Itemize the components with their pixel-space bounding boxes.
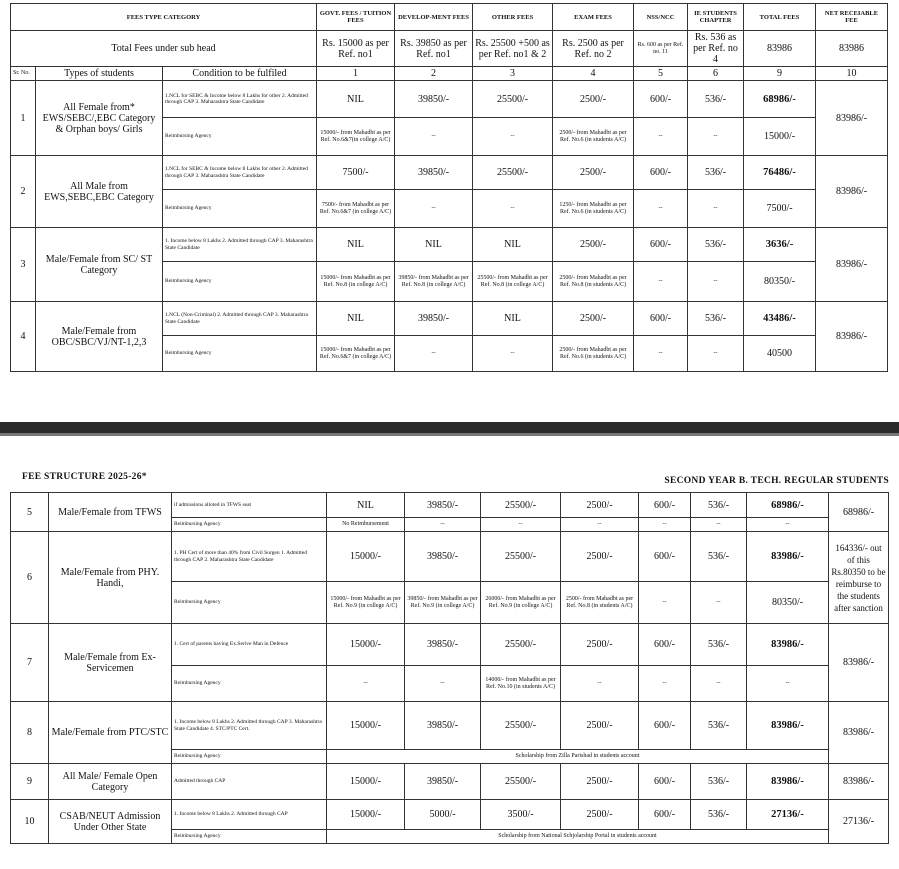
cell-govt: 7500/- — [317, 156, 395, 190]
subhead-row — [11, 31, 888, 67]
col-number: 10 — [816, 67, 888, 81]
cell-dev: 39850/- — [405, 702, 481, 750]
cell-govt: 15000/- from Mahadbt as per Ref. No.8 (in college A/C) — [317, 262, 395, 302]
subhead-net: 83986 — [816, 31, 888, 67]
col-number: 9 — [744, 67, 816, 81]
col-sr-label: Sr. No. — [11, 67, 36, 81]
cell-nss: 600/- — [639, 702, 691, 750]
table-row — [11, 764, 889, 800]
cell-other: 25500/- — [481, 624, 561, 666]
cell-nss: -- — [634, 336, 688, 372]
cell-exam: 2500/- — [561, 532, 639, 582]
table-row — [11, 800, 889, 830]
row-condition: Reimbursing Agency — [163, 118, 317, 156]
cell-exam: 2500/- — [553, 156, 634, 190]
row-condition: Reimbursing Agency — [163, 190, 317, 228]
cell-ie: 536/- — [688, 228, 744, 262]
subhead-other: Rs. 25500 +500 as per Ref. no1 & 2 — [473, 31, 553, 67]
cell-ie: -- — [688, 190, 744, 228]
cell-exam: 2500/- — [553, 228, 634, 262]
header-development-fees: DEVELOP-MENT FEES — [395, 4, 473, 31]
cell-dev: -- — [395, 118, 473, 156]
row-condition: 1. Income below 8 Lakhs 2. Admitted through CAP 3. Maharashtra State Candidate 4. STC/PTC Cert. — [172, 702, 327, 750]
row-student-type: CSAB/NEUT Admission Under Other State — [49, 800, 172, 844]
table-row — [11, 156, 888, 190]
row-sr: 6 — [11, 532, 49, 624]
cell-total: -- — [747, 518, 829, 532]
cell-exam: 2500/- — [553, 81, 634, 118]
row-sr: 7 — [11, 624, 49, 702]
cell-total: 27136/- — [747, 800, 829, 830]
subhead-dev: Rs. 39850 as per Ref. no1 — [395, 31, 473, 67]
cell-dev: 39850/- — [405, 532, 481, 582]
cell-dev: 39850/- from Mahadbt as per Ref. No.9 (in college A/C) — [405, 582, 481, 624]
header-ie-chapter: IE STUDENTS CHAPTER — [688, 4, 744, 31]
cell-exam: 2500/- — [561, 800, 639, 830]
cell-other: 25500/- — [473, 156, 553, 190]
row-sr: 3 — [11, 228, 36, 302]
cell-nss: -- — [639, 518, 691, 532]
col-number: 3 — [473, 67, 553, 81]
cell-dev: 39850/- from Mahadbt as per Ref. No.8 (in college A/C) — [395, 262, 473, 302]
cell-ie: -- — [688, 336, 744, 372]
row-condition: Reimbursing Agency — [172, 830, 327, 844]
cell-total: 80350/- — [747, 582, 829, 624]
cell-net: 164336/- out of this Rs.80350 to be reimburse to the students after sanction — [829, 532, 889, 624]
cell-ie: -- — [691, 666, 747, 702]
cell-exam: -- — [561, 518, 639, 532]
row-condition: Admitted through CAP — [172, 764, 327, 800]
row-condition: Reimbursing Agency — [163, 336, 317, 372]
cell-govt: -- — [327, 666, 405, 702]
subhead-ie: Rs. 536 as per Ref. no 4 — [688, 31, 744, 67]
col-condition-label: Condition to be fulfiled — [163, 67, 317, 81]
col-number: 4 — [553, 67, 634, 81]
table-row — [11, 624, 889, 666]
row-condition: 1. Income below 8 Lakhs 2. Admitted through CAP — [172, 800, 327, 830]
row-student-type: Male/Female from PHY. Handi, — [49, 532, 172, 624]
cell-govt: 15000/- from Mahadbt as per Ref. No.6&7(in college A/C) — [317, 118, 395, 156]
cell-dev: 39850/- — [395, 81, 473, 118]
row-condition: if admissions alloted in TFWS seat — [172, 493, 327, 518]
cell-exam: 2500/- — [561, 702, 639, 750]
fee-structure-title: FEE STRUCTURE 2025-26* — [22, 472, 147, 482]
cell-other: 25500/- — [473, 81, 553, 118]
scholarship-note: Scholarship from Zilla Parishad in students account — [327, 750, 829, 764]
cell-govt: 15000/- — [327, 764, 405, 800]
cell-net: 83986/- — [816, 302, 888, 372]
cell-dev: 39850/- — [405, 764, 481, 800]
cell-govt: No Reimbursement — [327, 518, 405, 532]
cell-nss: 600/- — [639, 800, 691, 830]
row-sr: 5 — [11, 493, 49, 532]
cell-nss: 600/- — [639, 532, 691, 582]
col-number: 1 — [317, 67, 395, 81]
cell-total: -- — [747, 666, 829, 702]
subhead-total: 83986 — [744, 31, 816, 67]
row-condition: Reimbursing Agency — [163, 262, 317, 302]
table-row — [11, 532, 889, 582]
cell-other: -- — [473, 190, 553, 228]
cell-nss: 600/- — [639, 624, 691, 666]
cell-exam: 2500/- from Mahadbt as per Ref. No.8 (in students A/C) — [561, 582, 639, 624]
cell-ie: 536/- — [691, 800, 747, 830]
cell-total: 68986/- — [747, 493, 829, 518]
cell-other: 3500/- — [481, 800, 561, 830]
cell-total: 40500 — [744, 336, 816, 372]
row-student-type: Male/Female from Ex-Servicemen — [49, 624, 172, 702]
row-student-type: All Male/ Female Open Category — [49, 764, 172, 800]
cell-total: 80350/- — [744, 262, 816, 302]
row-student-type: Male/Female from SC/ ST Category — [36, 228, 163, 302]
cell-net: 83986/- — [816, 81, 888, 156]
cell-total: 43486/- — [744, 302, 816, 336]
cell-other: 25500/- from Mahadbt as per Ref. No.8 (in college A/C) — [473, 262, 553, 302]
cell-net: 68986/- — [829, 493, 889, 532]
cell-ie: 536/- — [691, 764, 747, 800]
row-condition: 1. Cert of parents having Ex.Serive Man in Defence — [172, 624, 327, 666]
header-exam-fees: EXAM FEES — [553, 4, 634, 31]
cell-ie: 536/- — [688, 156, 744, 190]
row-condition: 1. Income below 8 Lakhs 2. Admitted through CAP 3. Maharashtra State Candidate — [163, 228, 317, 262]
row-sr: 2 — [11, 156, 36, 228]
header-nss-ncc: NSS/NCC — [634, 4, 688, 31]
cell-ie: -- — [691, 518, 747, 532]
cell-govt: 15000/- from Mahadbt as per Ref. No.9 (in college A/C) — [327, 582, 405, 624]
cell-govt: 7500/- from Mahadbt as per Ref. No.6&7 (in college A/C) — [317, 190, 395, 228]
header-net-receivable: NET RECEIABLE FEE — [816, 4, 888, 31]
cell-other: -- — [473, 336, 553, 372]
cell-total: 7500/- — [744, 190, 816, 228]
cell-ie: -- — [688, 262, 744, 302]
cell-exam: 2500/- from Mahadbt as per Ref. No.8 (in students A/C) — [553, 262, 634, 302]
header-category: FEES TYPE CATEGORY — [11, 4, 317, 31]
cell-nss: 600/- — [639, 493, 691, 518]
col-number: 5 — [634, 67, 688, 81]
cell-govt: 15000/- — [327, 800, 405, 830]
cell-other: -- — [473, 118, 553, 156]
row-condition: Reimbursing Agency — [172, 518, 327, 532]
cell-nss: -- — [634, 262, 688, 302]
cell-total: 76486/- — [744, 156, 816, 190]
cell-nss: 600/- — [634, 81, 688, 118]
cell-other: 25500/- — [481, 702, 561, 750]
cell-govt: 15000/- — [327, 532, 405, 582]
cell-other: -- — [481, 518, 561, 532]
cell-other: 25500/- — [481, 493, 561, 518]
page-divider-shadow — [0, 433, 899, 436]
scholarship-note: Scholarship from National Schjolarship Portal in students account — [327, 830, 829, 844]
cell-dev: 39850/- — [405, 624, 481, 666]
table-row — [11, 493, 889, 518]
header-other-fees: OTHER FEES — [473, 4, 553, 31]
row-condition: Reimbursing Agency — [172, 666, 327, 702]
subhead-nss: Rs. 600 as per Ref. no. 11 — [634, 31, 688, 67]
cell-net: 83986/- — [829, 702, 889, 764]
row-student-type: Male/Female from OBC/SBC/VJ/NT-1,2,3 — [36, 302, 163, 372]
cell-govt: 15000/- from Mahadbt as per Ref. No.6&7 (in college A/C) — [317, 336, 395, 372]
subhead-exam: Rs. 2500 as per Ref. no 2 — [553, 31, 634, 67]
header-total-fees: TOTAL FEES — [744, 4, 816, 31]
cell-other: 25500/- — [481, 764, 561, 800]
cell-dev: 5000/- — [405, 800, 481, 830]
cell-dev: -- — [405, 666, 481, 702]
cell-nss: 600/- — [639, 764, 691, 800]
cell-ie: 536/- — [691, 493, 747, 518]
cell-nss: -- — [634, 190, 688, 228]
cell-other: 25500/- — [481, 532, 561, 582]
cell-total: 3636/- — [744, 228, 816, 262]
cell-nss: 600/- — [634, 302, 688, 336]
table-row — [11, 702, 889, 750]
header-row — [11, 4, 888, 31]
cell-dev: -- — [395, 336, 473, 372]
row-student-type: All Female from* EWS/SEBC/,EBC Category & Orphan boys/ Girls — [36, 81, 163, 156]
row-sr: 4 — [11, 302, 36, 372]
col-number: 2 — [395, 67, 473, 81]
cell-dev: NIL — [395, 228, 473, 262]
row-sr: 8 — [11, 702, 49, 764]
cell-nss: -- — [634, 118, 688, 156]
cell-exam: 2500/- — [561, 624, 639, 666]
cell-ie: -- — [691, 582, 747, 624]
cell-govt: NIL — [327, 493, 405, 518]
cell-other: NIL — [473, 302, 553, 336]
col-type-label: Types of students — [36, 67, 163, 81]
cell-exam: 2500/- from Mahadbt as per Ref. No.6 (in students A/C) — [553, 118, 634, 156]
subhead-label: Total Fees under sub head — [11, 31, 317, 67]
cell-ie: 536/- — [691, 624, 747, 666]
cell-exam: -- — [561, 666, 639, 702]
column-number-row — [11, 67, 888, 81]
bottom-fee-table — [10, 492, 889, 844]
row-student-type: Male/Female from PTC/STC — [49, 702, 172, 764]
cell-govt: NIL — [317, 228, 395, 262]
row-sr: 10 — [11, 800, 49, 844]
cell-govt: NIL — [317, 302, 395, 336]
row-condition: 1. PH Cert of more than 40% from Civil Surgen 1. Admitted through CAP 2. Maharashtra State Candidate — [172, 532, 327, 582]
row-condition: 1.NCL for SEBC & Income below 8 Lakhs for other 2. Admitted through CAP 3. Maharashtra State Candidate — [163, 156, 317, 190]
row-condition: Reimbursing Agency — [172, 582, 327, 624]
col-number: 6 — [688, 67, 744, 81]
row-condition: 1.NCL (Non-Criminal) 2. Admitted through CAP 3. Maharashtra State Candidate — [163, 302, 317, 336]
top-fee-table — [10, 3, 888, 372]
cell-ie: 536/- — [691, 532, 747, 582]
cell-other: 14000/- from Mahadbt as per Ref. No.10 (in students A/C) — [481, 666, 561, 702]
subhead-govt: Rs. 15000 as per Ref. no1 — [317, 31, 395, 67]
table-row — [11, 228, 888, 262]
cell-net: 83986/- — [829, 764, 889, 800]
cell-exam: 2500/- — [553, 302, 634, 336]
cell-total: 15000/- — [744, 118, 816, 156]
row-sr: 9 — [11, 764, 49, 800]
cell-total: 83986/- — [747, 764, 829, 800]
cell-ie: 536/- — [688, 81, 744, 118]
cell-nss: 600/- — [634, 228, 688, 262]
cell-total: 68986/- — [744, 81, 816, 118]
cell-govt: 15000/- — [327, 702, 405, 750]
cell-other: NIL — [473, 228, 553, 262]
cell-govt: 15000/- — [327, 624, 405, 666]
cell-exam: 2500/- from Mahadbt as per Ref. No.6 (in students A/C) — [553, 336, 634, 372]
row-student-type: All Male from EWS,SEBC,EBC Category — [36, 156, 163, 228]
cell-dev: -- — [405, 518, 481, 532]
cell-dev: 39850/- — [395, 302, 473, 336]
cell-exam: 2500/- — [561, 764, 639, 800]
second-year-title: SECOND YEAR B. TECH. REGULAR STUDENTS — [664, 476, 889, 486]
cell-net: 83986/- — [816, 156, 888, 228]
table-row — [11, 81, 888, 118]
header-govt-fees: GOVT. FEES / TUITION FEES — [317, 4, 395, 31]
cell-total: 83986/- — [747, 532, 829, 582]
cell-ie: 536/- — [691, 702, 747, 750]
row-condition: Reimbursing Agency — [172, 750, 327, 764]
row-student-type: Male/Female from TFWS — [49, 493, 172, 532]
cell-govt: NIL — [317, 81, 395, 118]
cell-exam: 1250/- from Mahadbt as per Ref. No.6 (in students A/C) — [553, 190, 634, 228]
cell-dev: 39850/- — [405, 493, 481, 518]
cell-exam: 2500/- — [561, 493, 639, 518]
cell-nss: 600/- — [634, 156, 688, 190]
page-divider — [0, 422, 899, 433]
row-sr: 1 — [11, 81, 36, 156]
cell-net: 83986/- — [829, 624, 889, 702]
cell-nss: -- — [639, 582, 691, 624]
cell-net: 83986/- — [816, 228, 888, 302]
cell-other: 26000/- from Mahadbt as per Ref. No.9 (in college A/C) — [481, 582, 561, 624]
cell-total: 83986/- — [747, 702, 829, 750]
cell-ie: 536/- — [688, 302, 744, 336]
table-row — [11, 302, 888, 336]
cell-dev: 39850/- — [395, 156, 473, 190]
cell-net: 27136/- — [829, 800, 889, 844]
row-condition: 1.NCL for SEBC & Income below 8 Lakhs for other 2. Admitted through CAP 3. Maharashtra State Candidate — [163, 81, 317, 118]
cell-dev: -- — [395, 190, 473, 228]
cell-ie: -- — [688, 118, 744, 156]
cell-total: 83986/- — [747, 624, 829, 666]
cell-nss: -- — [639, 666, 691, 702]
